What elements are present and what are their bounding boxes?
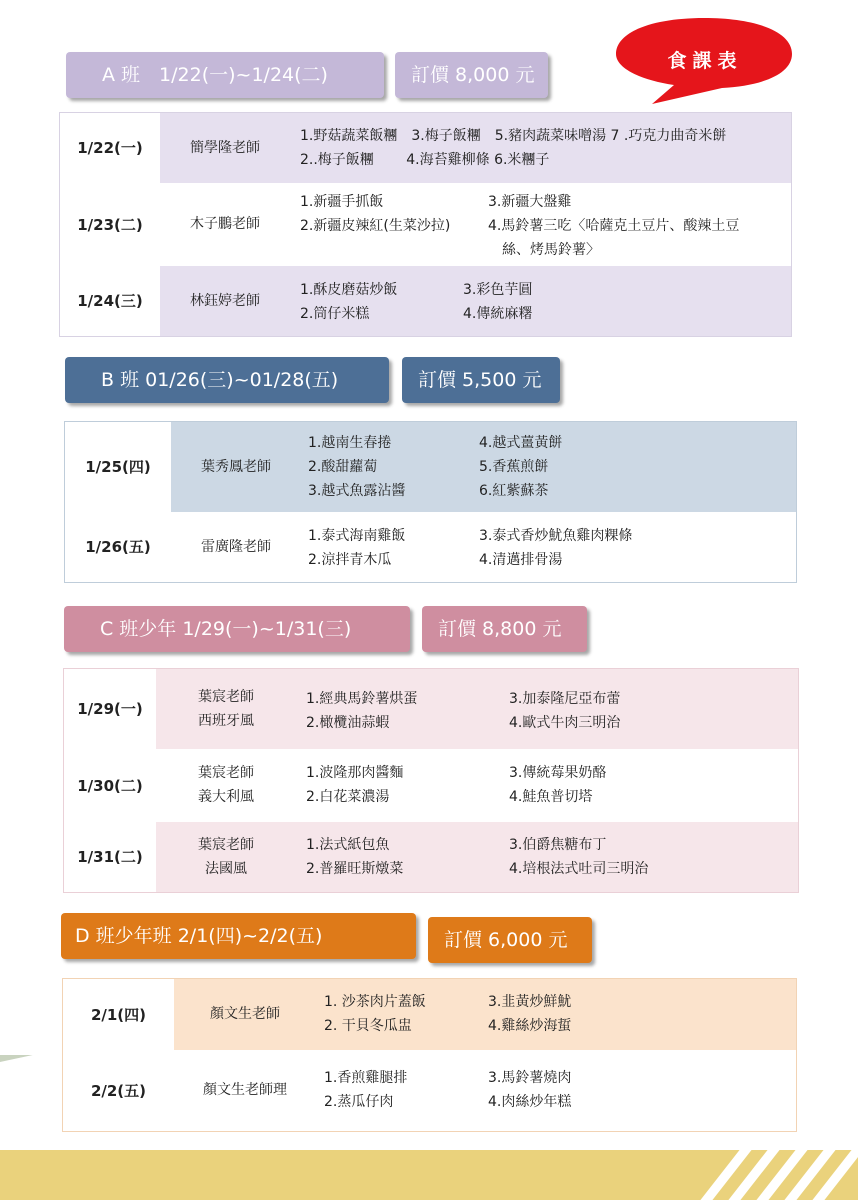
date-cell: 1/30(二) [64, 749, 157, 822]
menu-item: 3.傳統莓果奶酪 [509, 764, 607, 781]
menu-items-right [488, 190, 739, 262]
menu-item: 2..梅子飯糰 4.海苔雞柳條 6.米糰子 [300, 152, 550, 168]
menu-item: 4.雞絲炒海蜇 [488, 1018, 572, 1034]
menu-item: 2. 干貝冬瓜盅 [324, 1018, 412, 1034]
menu-item: 3.馬鈴薯燒肉 [488, 1069, 572, 1086]
table-row [64, 669, 799, 749]
date-cell: 2/1(四) [63, 979, 175, 1050]
menu-items-left [308, 431, 405, 503]
menu-item: 4.培根法式吐司三明治 [509, 860, 649, 877]
menu-cell [296, 669, 799, 749]
menu-item: 2.普羅旺斯燉菜 [306, 860, 404, 877]
teacher-cell [160, 113, 290, 183]
section-c-price: 訂價 8,800 元 [422, 606, 587, 652]
menu-item: 3.韭黃炒鮮魷 [488, 994, 572, 1010]
menu-item: 4.歐式牛肉三明治 [509, 715, 621, 731]
teacher-name: 雷廣隆老師 [201, 538, 271, 555]
menu-item: 2.筒仔米糕 [300, 305, 370, 322]
teacher-name: 葉宸老師 [198, 836, 254, 853]
teacher-name: 顏文生老師理 [203, 1082, 287, 1099]
menu-badge: 食課表 [667, 50, 743, 72]
section-d-price: 訂價 6,000 元 [428, 917, 592, 963]
menu-items-right [479, 431, 562, 503]
menu-item: 1.波隆那肉醬麵 [306, 764, 404, 781]
menu-item: 1.野菇蔬菜飯糰 3.梅子飯糰 5.豬肉蔬菜味噌湯 7 .巧克力曲奇米餅 [300, 128, 727, 144]
menu-item: 1.法式紙包魚 [306, 836, 390, 853]
menu-items-left [324, 990, 426, 1038]
menu-items-left [308, 524, 405, 572]
menu-item: 1.越南生春捲 [308, 435, 392, 451]
table-row [63, 1050, 797, 1132]
teacher-cell [160, 266, 290, 337]
section-d-title: D 班少年班 2/1(四)~2/2(五) [61, 913, 416, 959]
menu-item: 1.泰式海南雞飯 [308, 527, 406, 544]
date-cell: 1/29(一) [64, 669, 157, 749]
date-cell: 1/23(二) [60, 183, 161, 266]
date-cell: 1/24(三) [60, 266, 161, 337]
menu-item: 3.新疆大盤雞 [488, 193, 572, 210]
menu-items-left [300, 278, 397, 326]
teacher-name: 木子鵬老師 [190, 216, 260, 232]
menu-items-left [300, 190, 450, 238]
section-a-title: A 班 1/22(一)~1/24(二) [66, 52, 384, 98]
teacher-cell [160, 183, 290, 266]
table-row [64, 749, 799, 822]
menu-item: 5.香蕉煎餅 [479, 459, 549, 475]
menu-item: 2.新疆皮辣紅(生菜沙拉) [300, 217, 451, 234]
table-row [63, 979, 797, 1050]
menu-cell [290, 266, 792, 337]
menu-item: 絲、烤馬鈴薯〉 [488, 241, 600, 258]
teacher-cell [174, 979, 316, 1050]
table-row [60, 183, 792, 266]
menu-item: 2.酸甜蘿蔔 [308, 459, 378, 475]
menu-cell [301, 422, 797, 512]
date-cell: 1/31(二) [64, 822, 157, 893]
table-row [65, 422, 797, 512]
section-c-table [63, 668, 799, 893]
menu-items-left [324, 1066, 407, 1114]
teacher-name: 葉宸老師 [198, 765, 254, 781]
teacher-cell [156, 669, 296, 749]
section-b-price: 訂價 5,500 元 [402, 357, 560, 403]
section-a-price: 訂價 8,000 元 [395, 52, 548, 98]
menu-item: 4.肉絲炒年糕 [488, 1093, 572, 1110]
menu-item: 1.香煎雞腿排 [324, 1069, 408, 1086]
section-c-title: C 班少年 1/29(一)~1/31(三) [64, 606, 410, 652]
menu-items-right [479, 524, 632, 572]
table-row [65, 512, 797, 583]
section-d-table [62, 978, 797, 1132]
menu-item: 2.橄欖油蒜蝦 [306, 715, 390, 731]
menu-cell [296, 822, 799, 893]
section-b-table [64, 421, 797, 583]
date-cell: 1/25(四) [65, 422, 172, 512]
menu-item: 3.泰式香炒魷魚雞肉粿條 [479, 527, 633, 544]
cuisine-style: 西班牙風 [198, 712, 254, 729]
menu-items-left [306, 833, 403, 881]
menu-item: 4.馬鈴薯三吃〈哈薩克土豆片、酸辣土豆 [488, 217, 740, 234]
menu-item: 3.伯爵焦糖布丁 [509, 836, 607, 853]
section-b-title: B 班 01/26(三)~01/28(五) [65, 357, 389, 403]
menu-items-right [488, 1066, 571, 1114]
menu-item: 4.清邁排骨湯 [479, 551, 563, 568]
menu-items-right [509, 761, 606, 809]
date-cell: 2/2(五) [63, 1050, 175, 1132]
menu-item: 4.傳統麻糬 [463, 305, 533, 322]
menu-cell [290, 183, 792, 266]
menu-cell [316, 979, 797, 1050]
menu-items-left [306, 761, 403, 809]
date-cell: 1/22(一) [60, 113, 161, 183]
menu-item: 3.彩色芋圓 [463, 281, 533, 298]
menu-item: 2.蒸瓜仔肉 [324, 1093, 394, 1110]
menu-item: 4.鮭魚普切塔 [509, 788, 593, 805]
menu-items-right [509, 833, 648, 881]
menu-items-right [488, 990, 571, 1038]
teacher-name: 林鈺婷老師 [190, 292, 260, 309]
teacher-cell [171, 422, 301, 512]
teacher-name: 顏文生老師 [210, 1006, 280, 1023]
menu-items-right [463, 278, 532, 326]
teacher-name: 簡學隆老師 [190, 139, 260, 156]
menu-items-left [306, 687, 417, 735]
menu-item: 3.越式魚露沾醬 [308, 483, 406, 499]
menu-item: 2.白花菜濃湯 [306, 788, 390, 805]
menu-cell [301, 512, 797, 583]
menu-cell [316, 1050, 797, 1132]
cuisine-style: 義大利風 [198, 789, 254, 805]
menu-cell [296, 749, 799, 822]
menu-items-right [509, 687, 620, 735]
teacher-cell [156, 749, 296, 822]
menu-item: 1.新疆手抓飯 [300, 193, 384, 210]
teacher-name: 葉秀鳳老師 [201, 458, 271, 475]
menu-item: 2.涼拌青木瓜 [308, 551, 392, 568]
teacher-name: 葉宸老師 [198, 688, 254, 705]
section-a-table [59, 112, 792, 337]
table-row [60, 113, 792, 183]
table-row [64, 822, 799, 893]
teacher-cell [171, 512, 301, 583]
menu-item: 4.越式薑黃餅 [479, 435, 563, 451]
cuisine-style: 法國風 [205, 860, 247, 877]
menu-item: 1. 沙茶肉片蓋飯 [324, 994, 426, 1010]
menu-item: 1.酥皮磨菇炒飯 [300, 281, 398, 298]
teacher-cell [174, 1050, 316, 1132]
teacher-cell [156, 822, 296, 893]
table-row [60, 266, 792, 337]
menu-item: 6.紅紫蘇茶 [479, 483, 549, 499]
menu-item: 3.加泰隆尼亞布蕾 [509, 691, 621, 707]
menu-cell [290, 113, 792, 183]
date-cell: 1/26(五) [65, 512, 172, 583]
menu-items-left [300, 124, 726, 172]
menu-item: 1.經典馬鈴薯烘蛋 [306, 691, 418, 707]
